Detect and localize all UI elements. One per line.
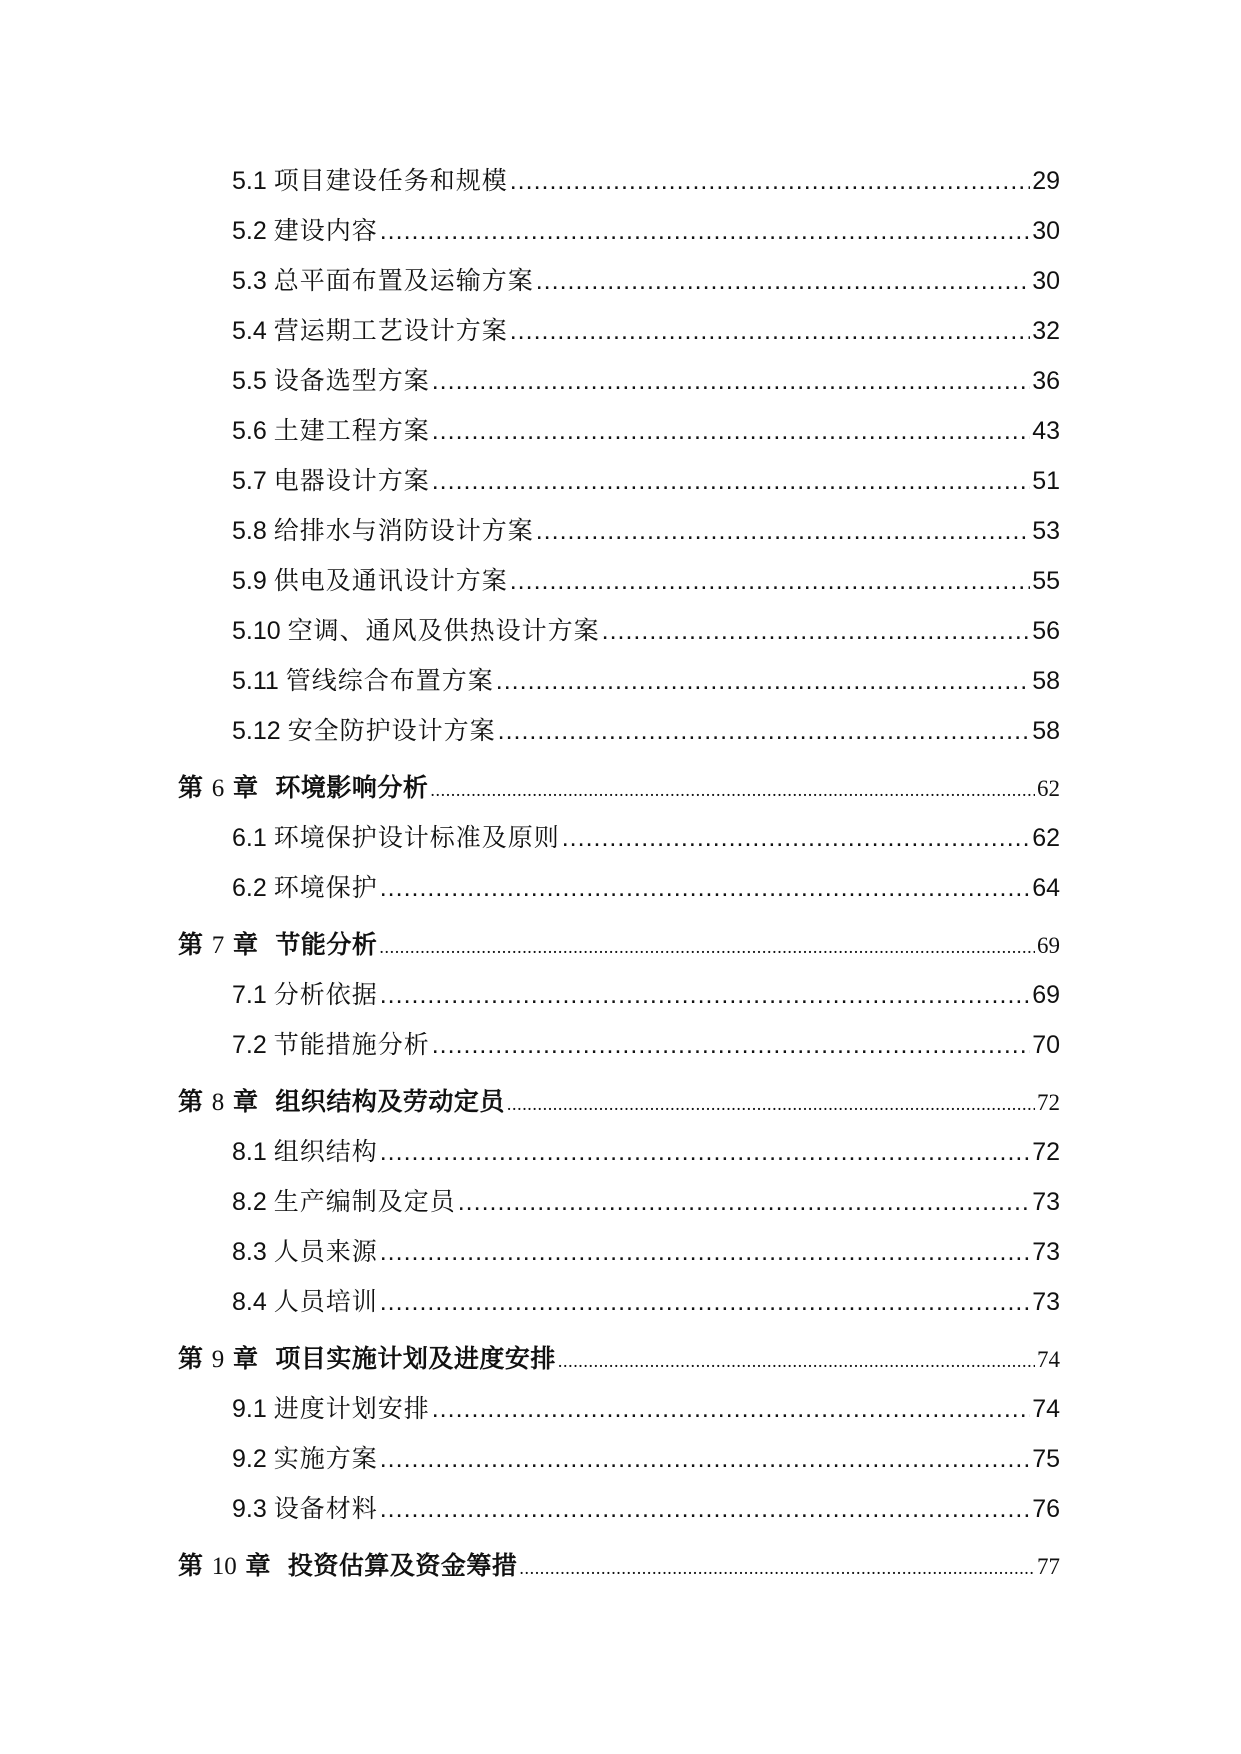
toc-section-title: 供电及通讯设计方案 [273,567,508,595]
toc-chapter-digit: 6 [211,775,225,802]
toc-dot-leader [380,1434,1030,1484]
toc-section-entry[interactable] [178,656,1060,706]
toc-chapter-prefix: 第 [178,1087,204,1116]
toc-section-entry[interactable] [178,556,1060,606]
toc-dot-leader [380,1277,1030,1327]
toc-dot-leader [558,1336,1035,1386]
toc-page-number: 73 [1032,1288,1060,1316]
toc-page-number: 29 [1032,167,1060,195]
toc-section-title: 设备材料 [273,1495,378,1523]
toc-section-entry[interactable] [178,1127,1060,1177]
toc-section-number: 8.3 [232,1238,267,1266]
toc-dot-leader [432,356,1030,406]
toc-section-entry[interactable] [178,256,1060,306]
toc-section-number: 5.9 [232,567,267,595]
toc-section-number: 8.4 [232,1288,267,1316]
toc-section-entry[interactable] [178,1484,1060,1534]
toc-section-title: 组织结构 [273,1138,378,1166]
toc-chapter-digit: 7 [211,932,225,959]
toc-section-title: 实施方案 [273,1445,378,1473]
toc-page-number: 70 [1032,1031,1060,1059]
toc-page-number: 73 [1032,1188,1060,1216]
toc-page-number: 53 [1032,517,1060,545]
toc-section-entry[interactable] [178,1227,1060,1277]
toc-section-entry[interactable] [178,406,1060,456]
toc-section-entry[interactable] [178,1277,1060,1327]
toc-section-entry[interactable] [178,706,1060,756]
toc-dot-leader [379,922,1035,972]
toc-section-title: 营运期工艺设计方案 [273,317,508,345]
toc-chapter-suffix: 章 [232,1344,258,1373]
toc-section-entry[interactable] [178,1384,1060,1434]
toc-chapter-title: 节能分析 [275,930,378,959]
toc-chapter-number [178,920,258,971]
toc-section-title: 节能措施分析 [273,1031,430,1059]
toc-page-number: 58 [1032,717,1060,745]
toc-section-title: 环境保护设计标准及原则 [273,824,560,852]
toc-dot-leader [380,206,1030,256]
toc-dot-leader [510,156,1030,206]
toc-dot-leader [536,256,1030,306]
toc-dot-leader [458,1177,1030,1227]
toc-section-entry[interactable] [178,606,1060,656]
toc-dot-leader [380,1227,1030,1277]
toc-chapter-prefix: 第 [178,1344,204,1373]
toc-dot-leader [562,813,1030,863]
toc-page-number: 32 [1032,317,1060,345]
toc-dot-leader [536,506,1030,556]
toc-section-title: 电器设计方案 [273,467,430,495]
toc-section-number: 5.8 [232,517,267,545]
toc-page-number: 64 [1032,874,1060,902]
toc-section-entry[interactable] [178,1020,1060,1070]
toc-chapter-digit: 8 [211,1089,225,1116]
toc-page-number: 30 [1032,267,1060,295]
toc-section-number: 5.2 [232,217,267,245]
toc-page-number: 62 [1037,776,1060,801]
toc-dot-leader [496,656,1030,706]
toc-page-number: 55 [1032,567,1060,595]
toc-chapter-entry[interactable] [178,1541,1060,1591]
toc-chapter-suffix: 章 [232,1087,258,1116]
toc-page-number: 73 [1032,1238,1060,1266]
toc-section-title: 总平面布置及运输方案 [273,267,534,295]
toc-chapter-number [178,1541,270,1592]
toc-chapter-suffix: 章 [245,1551,271,1580]
toc-dot-leader [510,556,1030,606]
toc-section-title: 设备选型方案 [273,367,430,395]
toc-section-title: 环境保护 [273,874,378,902]
toc-section-number: 8.2 [232,1188,267,1216]
toc-page-number: 74 [1037,1347,1060,1372]
toc-dot-leader [432,1020,1030,1070]
toc-page-number: 43 [1032,417,1060,445]
toc-page-number: 75 [1032,1445,1060,1473]
toc-section-title: 建设内容 [273,217,378,245]
toc-section-entry[interactable] [178,1434,1060,1484]
toc-chapter-entry[interactable] [178,920,1060,970]
toc-section-number: 5.4 [232,317,267,345]
toc-section-number: 7.2 [232,1031,267,1059]
toc-section-title: 分析依据 [273,981,378,1009]
toc-section-number: 6.2 [232,874,267,902]
toc-page-number: 72 [1037,1090,1060,1115]
toc-chapter-prefix: 第 [178,930,204,959]
toc-chapter-prefix: 第 [178,773,204,802]
toc-section-entry[interactable] [178,356,1060,406]
toc-section-title: 安全防护设计方案 [287,717,496,745]
toc-dot-leader [602,606,1031,656]
toc-page-number: 36 [1032,367,1060,395]
toc-dot-leader [380,970,1030,1020]
toc-section-title: 生产编制及定员 [273,1188,456,1216]
toc-page-number: 72 [1032,1138,1060,1166]
toc-section-number: 5.5 [232,367,267,395]
toc-section-number: 5.10 [232,617,281,645]
toc-chapter-suffix: 章 [232,773,258,802]
toc-chapter-suffix: 章 [232,930,258,959]
toc-page-number: 77 [1037,1554,1060,1579]
toc-section-number: 8.1 [232,1138,267,1166]
toc-section-number: 5.1 [232,167,267,195]
toc-section-number: 5.11 [232,667,279,695]
toc-section-number: 9.2 [232,1445,267,1473]
toc-section-title: 给排水与消防设计方案 [273,517,534,545]
toc-dot-leader [380,1484,1030,1534]
toc-chapter-entry[interactable] [178,1334,1060,1384]
toc-dot-leader [507,1079,1035,1129]
toc-dot-leader [430,765,1035,815]
toc-chapter-number [178,763,258,814]
toc-chapter-prefix: 第 [178,1551,204,1580]
toc-section-title: 管线综合布置方案 [285,667,494,695]
toc-page-number: 69 [1032,981,1060,1009]
toc-chapter-digit: 10 [211,1553,237,1580]
toc-section-number: 6.1 [232,824,267,852]
toc-section-number: 7.1 [232,981,267,1009]
toc-section-entry[interactable] [178,813,1060,863]
toc-section-number: 5.7 [232,467,267,495]
toc-dot-leader [510,306,1030,356]
toc-section-entry[interactable] [178,970,1060,1020]
toc-chapter-title: 组织结构及劳动定员 [275,1087,505,1116]
toc-chapter-digit: 9 [211,1346,225,1373]
toc-section-entry[interactable] [178,306,1060,356]
toc-section-entry[interactable] [178,506,1060,556]
toc-chapter-title: 项目实施计划及进度安排 [275,1344,556,1373]
toc-dot-leader [432,406,1030,456]
toc-section-number: 5.12 [232,717,281,745]
toc-section-number: 5.6 [232,417,267,445]
toc-section-title: 项目建设任务和规模 [273,167,508,195]
toc-dot-leader [380,1127,1030,1177]
toc-section-title: 空调、通风及供热设计方案 [287,617,600,645]
toc-dot-leader [519,1543,1035,1593]
toc-section-title: 人员培训 [273,1288,378,1316]
toc-page-number: 69 [1037,933,1060,958]
table-of-contents [178,156,1060,1591]
toc-page-number: 51 [1032,467,1060,495]
toc-section-entry[interactable] [178,206,1060,256]
toc-chapter-entry[interactable] [178,1077,1060,1127]
toc-section-number: 5.3 [232,267,267,295]
toc-chapter-title: 投资估算及资金筹措 [287,1551,518,1580]
toc-page-number: 58 [1032,667,1060,695]
toc-section-entry[interactable] [178,1177,1060,1227]
toc-page-number: 62 [1032,824,1060,852]
toc-section-entry[interactable] [178,456,1060,506]
toc-page-number: 56 [1032,617,1060,645]
toc-chapter-number [178,1334,258,1385]
toc-page-number: 74 [1032,1395,1060,1423]
toc-chapter-entry[interactable] [178,763,1060,813]
toc-chapter-title: 环境影响分析 [275,773,429,802]
toc-chapter-number [178,1077,258,1128]
toc-dot-leader [498,706,1031,756]
toc-dot-leader [432,1384,1030,1434]
toc-section-number: 9.3 [232,1495,267,1523]
toc-section-title: 土建工程方案 [273,417,430,445]
toc-section-title: 进度计划安排 [273,1395,430,1423]
toc-section-number: 9.1 [232,1395,267,1423]
toc-page-number: 76 [1032,1495,1060,1523]
toc-dot-leader [432,456,1030,506]
toc-section-title: 人员来源 [273,1238,378,1266]
toc-page-number: 30 [1032,217,1060,245]
toc-section-entry[interactable] [178,156,1060,206]
toc-section-entry[interactable] [178,863,1060,913]
toc-dot-leader [380,863,1030,913]
